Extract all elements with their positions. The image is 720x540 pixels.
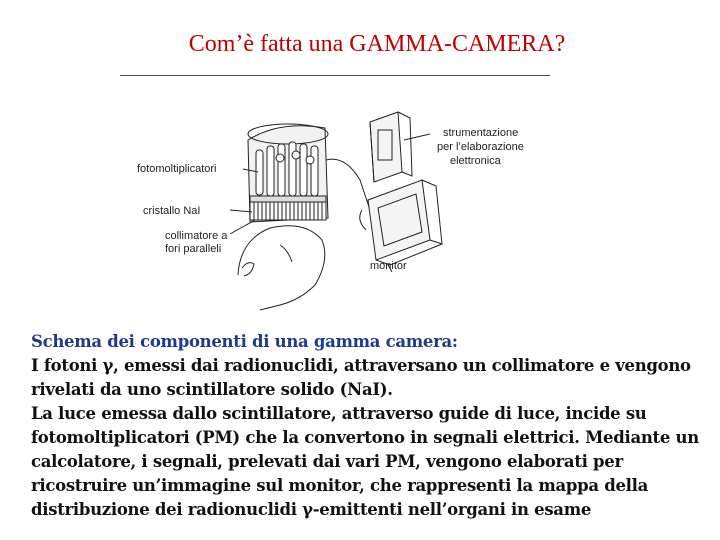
label-fotomoltiplicatori: fotomoltiplicatori [137,163,217,175]
caption-line: Schema dei componenti di una gamma camera: [31,332,458,351]
label-strumentazione-2: per l’elaborazione [437,141,524,153]
processing-electronics [370,112,412,182]
caption-line: distribuzione dei radionuclidi γ-emittenti nell’organi in esame [31,500,592,519]
label-collimatore-2: fori paralleli [165,243,222,255]
monitor-unit [368,180,442,265]
label-collimatore-1: collimatore a [165,230,228,242]
caption-line: ricostruire un’immagine sul monitor, che rappresenti la mappa della [31,476,648,495]
title-underline [120,75,550,76]
caption-line: rivelati da uno scintillatore solido (NaI). [31,380,393,399]
nai-crystal [250,196,326,202]
collimator [250,202,326,220]
caption-line: fotomoltiplicatori (PM) che la convertono in segnali elettrici. Mediante un [31,428,699,447]
caption-text [31,330,711,522]
caption-line: calcolatore, i segnali, prelevati dai vari PM, vengono elaborati per [31,452,623,471]
patient-head [238,226,325,310]
signal-cable [326,159,370,210]
page-title: Com’è fatta una GAMMA-CAMERA? [188,31,566,57]
label-monitor: monitor [370,260,407,272]
label-strumentazione-3: elettronica [450,155,501,167]
caption-line: I fotoni γ, emessi dai radionuclidi, attraversano un collimatore e vengono [31,356,691,375]
gamma-camera-diagram [130,100,550,320]
caption-line: La luce emessa dallo scintillatore, attraverso guide di luce, incide su [31,404,647,423]
label-cristallo: cristallo NaI [143,205,201,217]
label-strumentazione-1: strumentazione [443,127,519,139]
